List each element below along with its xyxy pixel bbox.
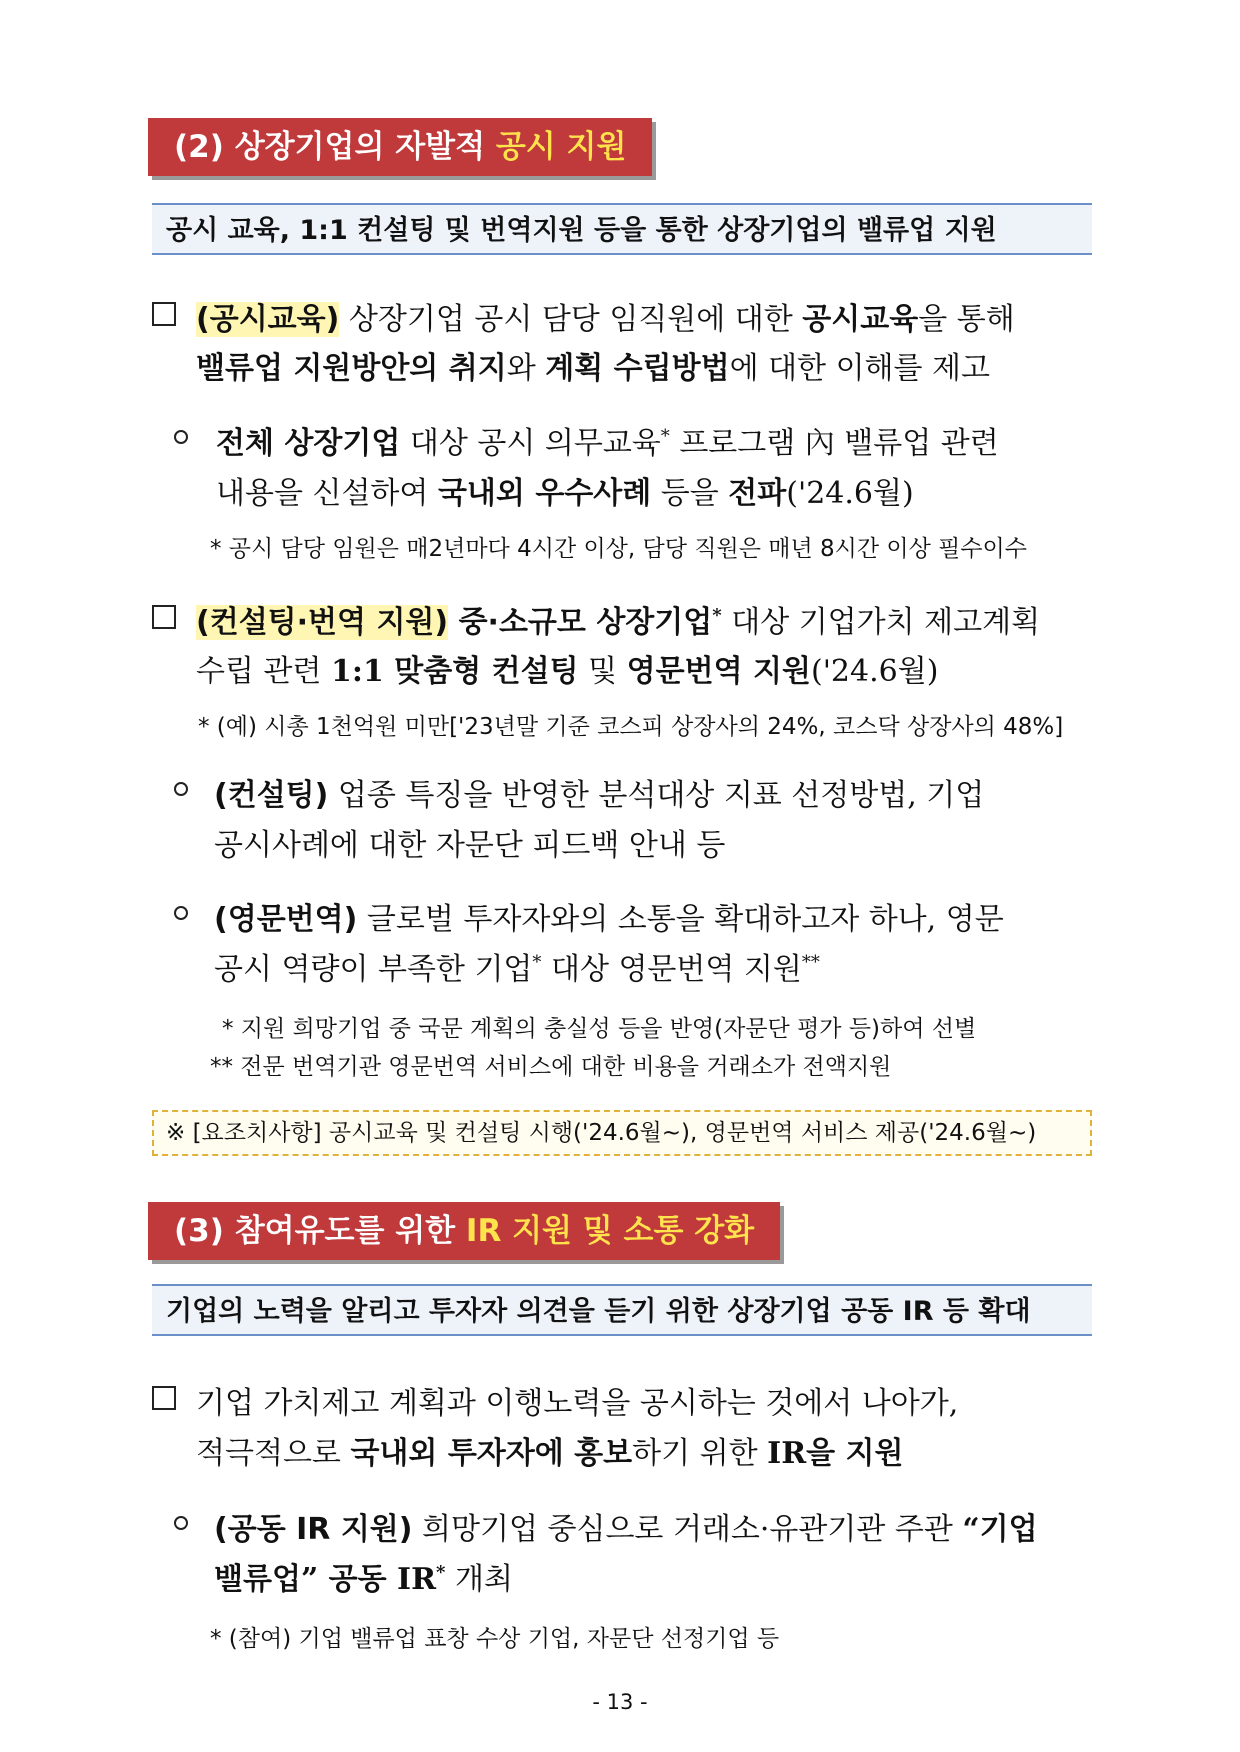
- item2-footnote: * (예) 시총 1천억원 미만['23년말 기준 코스피 상장사의 24%, 코스닥 상장사의 48%]: [198, 714, 1064, 740]
- item1-sub-line1: 전체 상장기업 대상 공시 의무교육* 프로그램 內 밸류업 관련: [216, 426, 999, 461]
- consult-line2: 공시사례에 대한 자문단 피드백 안내 등: [214, 828, 726, 863]
- item1-sub-footnote: * 공시 담당 임원은 매2년마다 4시간 이상, 담당 직원은 매년 8시간 이상 필수이수: [210, 536, 1027, 562]
- translate-footnote-2: ** 전문 번역기관 영문번역 서비스에 대한 비용을 거래소가 전액지원: [210, 1054, 892, 1080]
- section-3-title-text: (3) 참여유도를 위한: [174, 1213, 466, 1249]
- section-3-subtitle: 기업의 노력을 알리고 투자자 의견을 듣기 위한 상장기업 공동 IR 등 확대: [152, 1284, 1092, 1336]
- translate-footnote-1: * 지원 희망기업 중 국문 계획의 충실성 등을 반영(자문단 평가 등)하여 선별: [222, 1016, 977, 1042]
- item2-line2: 수립 관련 1:1 맞춤형 컨설팅 및 영문번역 지원('24.6월): [196, 654, 939, 689]
- item1-line1: (공시교육) 상장기업 공시 담당 임직원에 대한 공시교육을 통해: [196, 302, 1015, 337]
- bullet-circle-icon: [174, 430, 188, 444]
- translate-line1: (영문번역) 글로벌 투자자와의 소통을 확대하고자 하나, 영문: [214, 902, 1004, 937]
- bullet-circle-icon: [174, 782, 188, 796]
- checkbox-square-icon: [152, 1386, 176, 1410]
- section-3-title: [148, 1202, 780, 1260]
- item1-line2: 밸류업 지원방안의 취지와 계획 수립방법에 대한 이해를 제고: [196, 351, 991, 386]
- joint-ir-line1: (공동 IR 지원) 희망기업 중심으로 거래소·유관기관 주관 “기업: [214, 1512, 1038, 1547]
- checkbox-square-icon: [152, 302, 176, 326]
- action-items-box: ※ [요조치사항] 공시교육 및 컨설팅 시행('24.6월~), 영문번역 서비스 제공('24.6월~): [152, 1110, 1092, 1156]
- item2-line1: (컨설팅·번역 지원) 중·소규모 상장기업* 대상 기업가치 제고계획: [196, 605, 1041, 640]
- translate-line2: 공시 역량이 부족한 기업* 대상 영문번역 지원**: [214, 952, 820, 987]
- page-number: - 13 -: [592, 1690, 648, 1714]
- checkbox-square-icon: [152, 605, 176, 629]
- joint-ir-footnote: * (참여) 기업 밸류업 표창 수상 기업, 자문단 선정기업 등: [210, 1626, 780, 1652]
- section3-item1-line2: 적극적으로 국내외 투자자에 홍보하기 위한 IR을 지원: [196, 1436, 904, 1471]
- section3-item1-line1: 기업 가치제고 계획과 이행노력을 공시하는 것에서 나아가,: [196, 1386, 959, 1421]
- section-2-title-highlight: 공시 지원: [495, 129, 627, 165]
- section-2-subtitle: 공시 교육, 1:1 컨설팅 및 번역지원 등을 통한 상장기업의 밸류업 지원: [152, 203, 1092, 255]
- consult-line1: (컨설팅) 업종 특징을 반영한 분석대상 지표 선정방법, 기업: [214, 778, 985, 813]
- joint-ir-line2: 밸류업” 공동 IR* 개최: [214, 1562, 513, 1597]
- section-2-title: [148, 118, 652, 176]
- item1-sub-line2: 내용을 신설하여 국내외 우수사례 등을 전파('24.6월): [216, 476, 914, 511]
- section-2-title-text: (2) 상장기업의 자발적: [174, 129, 496, 165]
- section-3-title-highlight: IR 지원 및 소통 강화: [465, 1213, 755, 1249]
- bullet-circle-icon: [174, 906, 188, 920]
- bullet-circle-icon: [174, 1516, 188, 1530]
